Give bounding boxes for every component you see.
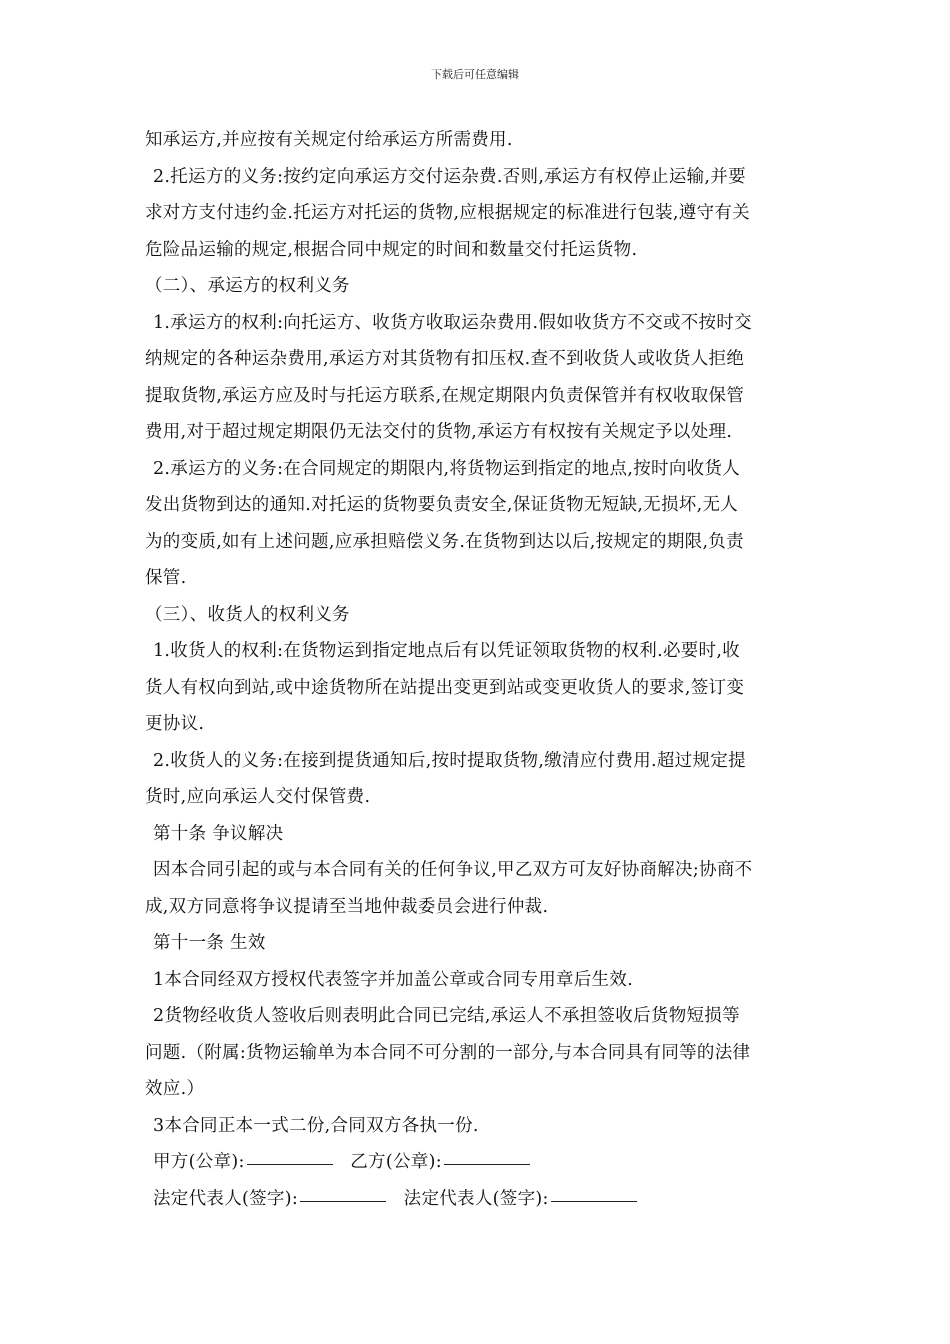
- party-a-rep-label: 法定代表人(签字):: [153, 1188, 299, 1209]
- party-b-rep-label: 法定代表人(签字):: [403, 1188, 549, 1209]
- text-line: 求对方支付违约金.托运方对托运的货物,应根据规定的标准进行包装,遵守有关: [145, 203, 750, 223]
- party-b-seal-blank: [444, 1163, 530, 1165]
- text-line: 为的变质,如有上述问题,应承担赔偿义务.在货物到达以后,按规定的期限,负责: [145, 531, 744, 552]
- text-line: 更协议.: [145, 714, 205, 734]
- party-b-rep-blank: [551, 1200, 637, 1202]
- text-line: 2.托运方的义务:按约定向承运方交付运杂费.否则,承运方有权停止运输,并要: [153, 166, 746, 187]
- party-b-seal-label: 乙方(公章):: [350, 1152, 442, 1172]
- text-line: 发出货物到达的通知.对托运的货物要负责安全,保证货物无短缺,无损坏,无人: [145, 495, 739, 515]
- text-line: 问题.（附属:货物运输单为本合同不可分割的一部分,与本合同具有同等的法律: [145, 1042, 751, 1063]
- text-line: 提取货物,承运方应及时与托运方联系,在规定期限内负责保管并有权收取保管: [145, 385, 745, 406]
- text-line: 货人有权向到站,或中途货物所在站提出变更到站或变更收货人的要求,签订变: [145, 677, 745, 698]
- text-line: （三）、收货人的权利义务: [145, 604, 350, 625]
- text-line: 第十条 争议解决: [153, 823, 284, 844]
- company-seal-line: [145, 1144, 810, 1181]
- text-line: 1本合同经双方授权代表签字并加盖公章或合同专用章后生效.: [153, 969, 634, 990]
- text-line: 1.承运方的权利:向托运方、收货方收取运杂费用.假如收货方不交或不按时交: [153, 312, 752, 333]
- text-line: 2货物经收货人签收后则表明此合同已完结,承运人不承担签收后货物短损等: [153, 1006, 740, 1026]
- text-line: 纳规定的各种运杂费用,承运方对其货物有扣压权.查不到收货人或收货人拒绝: [145, 349, 745, 369]
- text-line: 3本合同正本一式二份,合同双方各执一份.: [153, 1115, 479, 1136]
- text-line: 2.承运方的义务:在合同规定的期限内,将货物运到指定的地点,按时向收货人: [153, 458, 741, 479]
- text-line: 费用,对于超过规定期限仍无法交付的货物,承运方有权按有关规定予以处理.: [145, 422, 733, 442]
- text-line: 效应.）: [145, 1079, 205, 1099]
- text-line: 成,双方同意将争议提请至当地仲裁委员会进行仲裁.: [145, 896, 549, 917]
- text-line: 危险品运输的规定,根据合同中规定的时间和数量交付托运货物.: [145, 239, 638, 260]
- text-line: （二）、承运方的权利义务: [145, 276, 350, 296]
- party-a-seal-blank: [247, 1163, 333, 1165]
- text-line: 第十一条 生效: [153, 933, 266, 953]
- text-line: 知承运方,并应按有关规定付给承运方所需费用.: [145, 130, 513, 150]
- representative-signature-line: [145, 1181, 810, 1218]
- text-line: 2.收货人的义务:在接到提货通知后,按时提取货物,缴清应付费用.超过规定提: [153, 750, 746, 771]
- text-line: 货时,应向承运人交付保管费.: [145, 787, 371, 807]
- party-a-seal-label: 甲方(公章):: [153, 1152, 245, 1172]
- contract-body: [145, 122, 810, 1217]
- text-line: 保管.: [145, 568, 187, 588]
- party-a-rep-blank: [300, 1200, 386, 1202]
- text-line: 因本合同引起的或与本合同有关的任何争议,甲乙双方可友好协商解决;协商不: [153, 860, 753, 880]
- paragraph-lines: [145, 122, 810, 1144]
- text-line: 1.收货人的权利:在货物运到指定地点后有以凭证领取货物的权利.必要时,收: [153, 641, 741, 661]
- page-header: 下载后可任意编辑: [431, 68, 519, 81]
